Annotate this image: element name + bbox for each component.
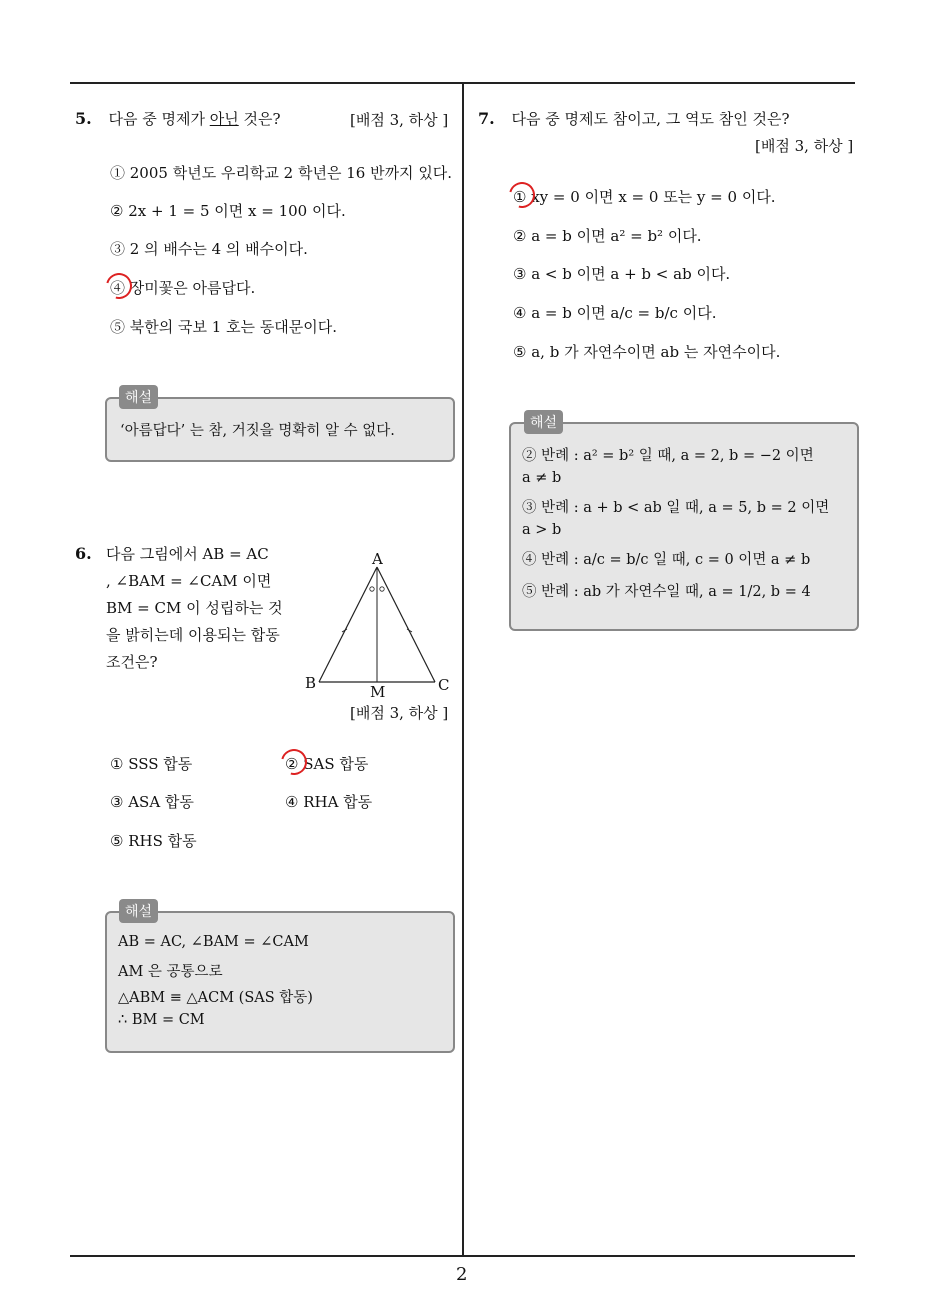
q5-option-1[interactable]: ① 2005 학년도 우리학교 2 학년은 16 반까지 있다. [110, 164, 453, 182]
q7-explanation-line-1: ② 반례 : a² = b² 일 때, a = 2, b = −2 이면 [522, 448, 814, 464]
q6-option-3[interactable]: ③ ASA 합동 [110, 793, 194, 811]
q6-option-5[interactable]: ⑤ RHS 합동 [110, 832, 197, 850]
q6-text-line-3: BM = CM 이 성립하는 것 [106, 599, 283, 617]
q6-explanation-box [105, 911, 455, 1053]
q6-explanation-line-2: AM 은 공통으로 [118, 964, 223, 980]
q7-number: 7. [478, 109, 495, 128]
q7-explanation-tag: 해설 [524, 410, 563, 434]
q7-option-5[interactable]: ⑤ a, b 가 자연수이면 ab 는 자연수이다. [513, 343, 781, 361]
q6-triangle-figure [300, 545, 460, 705]
q5-explanation-tag: 해설 [119, 385, 158, 409]
q5-explanation-text: ‘아름답다’ 는 참, 거짓을 명확히 알 수 없다. [120, 423, 395, 439]
q6-text-line-4: 을 밝히는데 이용되는 합동 [106, 626, 280, 644]
q6-text-line-2: , ∠BAM = ∠CAM 이면 [106, 572, 272, 590]
q6-label-b: B [305, 674, 317, 692]
q6-label-a: A [372, 550, 383, 568]
q6-text-1: 다음 그림에서 AB = AC [106, 545, 269, 563]
q6-label-m: M [370, 683, 386, 701]
q7-explanation-line-2: a ≠ b [522, 470, 562, 486]
q5-option-3[interactable]: ③ 2 의 배수는 4 의 배수이다. [110, 240, 308, 258]
q5-score: [배점 3, 하상 ] [350, 111, 449, 129]
q7-question [478, 108, 790, 129]
page-number: 2 [456, 1264, 468, 1285]
q6-text-line-5: 조건은? [106, 653, 158, 671]
column-divider [462, 82, 464, 1257]
q5-option-5[interactable]: ⑤ 북한의 국보 1 호는 동대문이다. [110, 318, 338, 336]
bottom-rule [70, 1255, 855, 1257]
q5-question [75, 108, 281, 129]
q7-explanation-line-5: ④ 반례 : a/c = b/c 일 때, c = 0 이면 a ≠ b [522, 552, 811, 568]
q6-explanation-line-4: ∴ BM = CM [118, 1012, 205, 1028]
q7-explanation-line-6: ⑤ 반례 : ab 가 자연수일 때, a = 1/2, b = 4 [522, 584, 811, 600]
q7-answer-mark [504, 177, 540, 213]
q7-explanation-line-4: a > b [522, 522, 562, 538]
q5-number: 5. [75, 109, 92, 128]
q5-text-post: 것은? [238, 110, 281, 128]
q7-option-2[interactable]: ② a = b 이면 a² = b² 이다. [513, 227, 702, 245]
q5-text-underlined: 아닌 [209, 110, 239, 128]
q6-score: [배점 3, 하상 ] [350, 704, 449, 722]
q7-option-3[interactable]: ③ a < b 이면 a + b < ab 이다. [513, 265, 731, 283]
q6-number: 6. [75, 544, 92, 563]
q6-answer-mark [276, 744, 312, 780]
q6-option-4[interactable]: ④ RHA 합동 [285, 793, 373, 811]
q6-explanation-line-1: AB = AC, ∠BAM = ∠CAM [118, 934, 309, 950]
q6-option-1[interactable]: ① SSS 합동 [110, 755, 193, 773]
q7-explanation-line-3: ③ 반례 : a + b < ab 일 때, a = 5, b = 2 이면 [522, 500, 830, 516]
q7-text: 다음 중 명제도 참이고, 그 역도 참인 것은? [511, 110, 790, 128]
q7-option-4[interactable]: ④ a = b 이면 a/c = b/c 이다. [513, 304, 717, 322]
q6-text-line-1 [106, 543, 269, 564]
q7-score: [배점 3, 하상 ] [755, 137, 854, 155]
q7-option-1[interactable]: ① xy = 0 이면 x = 0 또는 y = 0 이다. [513, 188, 776, 206]
q5-text-pre: 다음 중 명제가 [108, 110, 210, 128]
q5-option-2[interactable]: ② 2x + 1 = 5 이면 x = 100 이다. [110, 202, 346, 220]
q6-explanation-line-3: △ABM ≡ △ACM (SAS 합동) [118, 990, 313, 1006]
q6-option-2[interactable]: ② SAS 합동 [285, 755, 369, 773]
q6-label-c: C [438, 676, 450, 694]
q6-explanation-tag: 해설 [119, 899, 158, 923]
q5-option-4[interactable]: ④ 장미꽃은 아름답다. [110, 279, 256, 297]
q5-answer-mark [101, 268, 137, 304]
